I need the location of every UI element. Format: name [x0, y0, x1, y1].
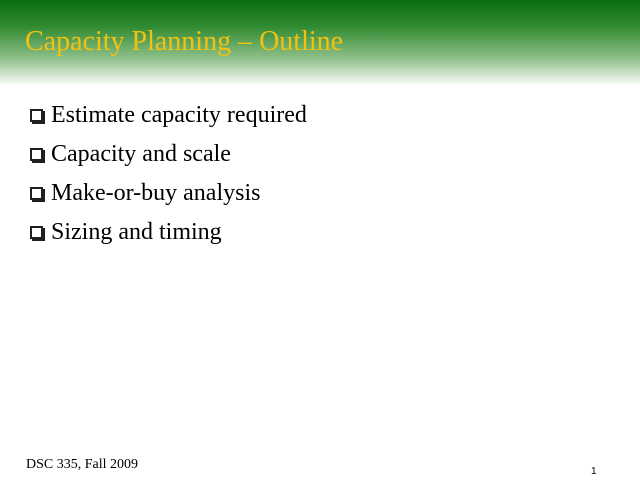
bullet-list — [30, 96, 307, 252]
course-footer: DSC 335, Fall 2009 — [26, 457, 139, 472]
bullet-label: Capacity and scale — [51, 141, 231, 167]
square-bullet-icon — [30, 187, 43, 200]
page-number: 1 — [591, 466, 597, 477]
square-bullet-icon — [30, 148, 43, 161]
square-bullet-icon — [30, 226, 43, 239]
bullet-item — [30, 213, 307, 252]
bullet-label: Sizing and timing — [51, 219, 222, 245]
bullet-label: Make-or-buy analysis — [51, 180, 261, 206]
bullet-item — [30, 135, 307, 174]
bullet-item — [30, 174, 307, 213]
bullet-item — [30, 96, 307, 135]
slide-title: Capacity Planning – Outline — [25, 26, 344, 57]
square-bullet-icon — [30, 109, 43, 122]
bullet-label: Estimate capacity required — [51, 102, 307, 128]
